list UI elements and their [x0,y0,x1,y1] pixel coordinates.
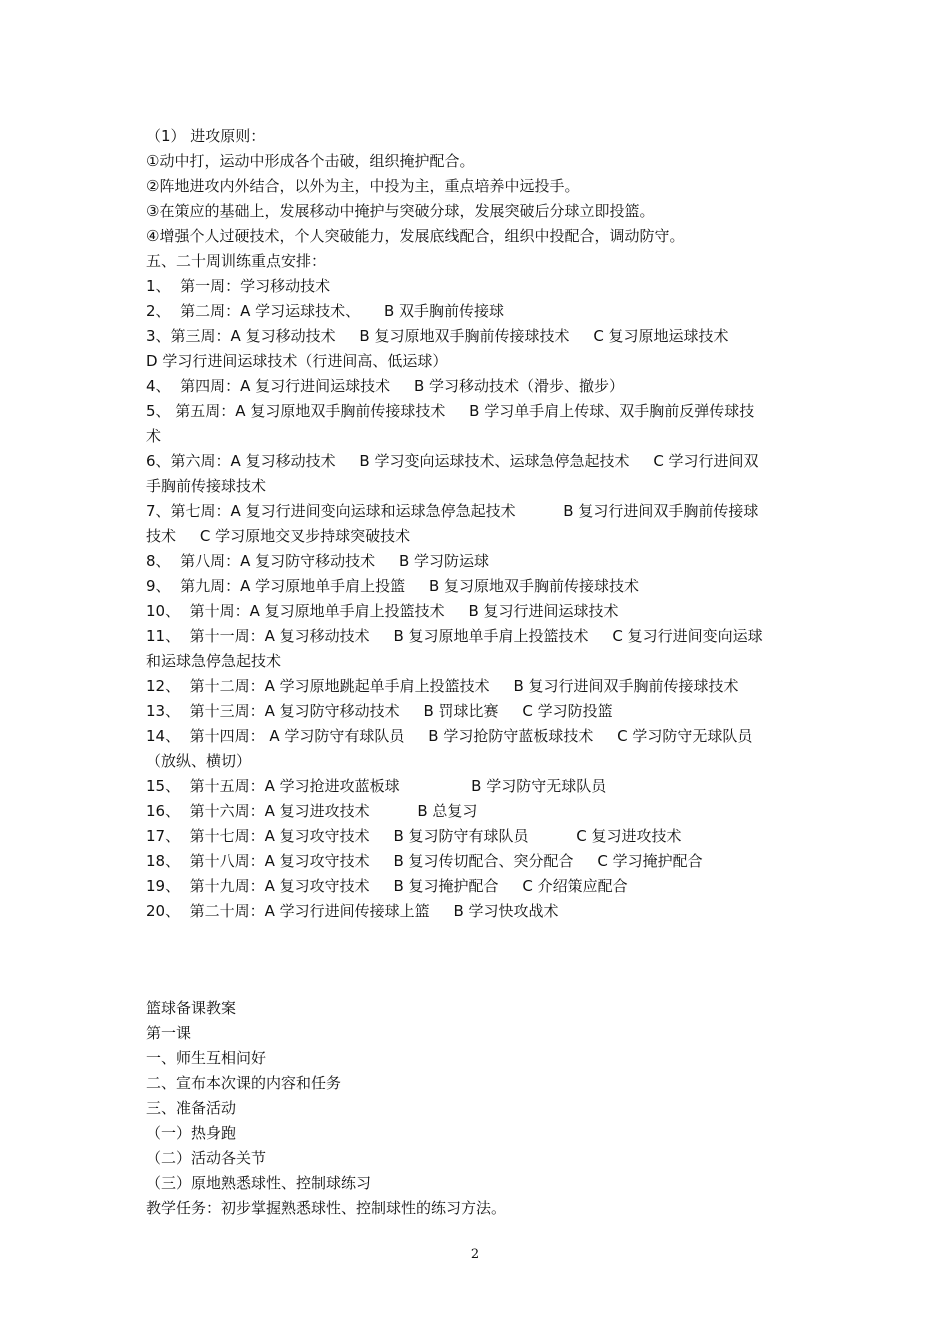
text-line: 篮球备课教案 [146,999,237,1017]
text-line: 术 [146,427,162,445]
text-line: D 学习行进间运球技术（行进间高、低运球） [146,352,448,370]
text-line: 11、 第十一周：A 复习移动技术 B 复习原地单手肩上投篮技术 C 复习行进间变向运球 [146,627,763,645]
text-line: 5、 第五周：A 复习原地双手胸前传接球技术 B 学习单手肩上传球、双手胸前反弹传球技 [146,402,755,420]
text-line: 技术 C 学习原地交叉步持球突破技术 [146,527,411,545]
text-line: 15、 第十五周：A 学习抢进攻蓝板球 B 学习防守无球队员 [146,777,607,795]
text-line: 手胸前传接球技术 [146,477,267,495]
text-line: ④增强个人过硬技术，个人突破能力，发展底线配合，组织中投配合，调动防守。 [146,227,685,245]
text-line: （二）活动各关节 [146,1149,267,1167]
text-line: 五、二十周训练重点安排： [146,252,327,270]
training-plan-section [146,124,816,924]
text-line: 7、第七周：A 复习行进间变向运球和运球急停急起技术 B 复习行进间双手胸前传接球 [146,502,759,520]
text-line: （1） 进攻原则： [146,127,266,145]
text-line: 1、 第一周：学习移动技术 [146,277,331,295]
text-line: ③在策应的基础上，发展移动中掩护与突破分球，发展突破后分球立即投篮。 [146,202,655,220]
text-line: 教学任务：初步掌握熟悉球性、控制球性的练习方法。 [146,1199,507,1217]
text-line: 三、准备活动 [146,1099,237,1117]
text-line: 19、 第十九周：A 复习攻守技术 B 复习掩护配合 C 介绍策应配合 [146,877,628,895]
text-line: （三）原地熟悉球性、控制球练习 [146,1174,372,1192]
text-line: 一、师生互相问好 [146,1049,267,1067]
text-line: 6、第六周：A 复习移动技术 B 学习变向运球技术、运球急停急起技术 C 学习行进间双 [146,452,759,470]
text-line: 14、 第十四周： A 学习防守有球队员 B 学习抢防守蓝板球技术 C 学习防守无球队员 [146,727,753,745]
text-line: 和运球急停急起技术 [146,652,282,670]
text-line: 9、 第九周：A 学习原地单手肩上投篮 B 复习原地双手胸前传接球技术 [146,577,640,595]
text-line: 10、 第十周：A 复习原地单手肩上投篮技术 B 复习行进间运球技术 [146,602,619,620]
text-line: 4、 第四周：A 复习行进间运球技术 B 学习移动技术（滑步、撤步） [146,377,625,395]
text-line: 8、 第八周：A 复习防守移动技术 B 学习防运球 [146,552,490,570]
text-line: 16、 第十六周：A 复习进攻技术 B 总复习 [146,802,478,820]
text-line: 12、 第十二周：A 学习原地跳起单手肩上投篮技术 B 复习行进间双手胸前传接球技术 [146,677,739,695]
text-line: ②阵地进攻内外结合，以外为主，中投为主，重点培养中远投手。 [146,177,580,195]
text-line: 17、 第十七周：A 复习攻守技术 B 复习防守有球队员 C 复习进攻技术 [146,827,682,845]
text-line: 18、 第十八周：A 复习攻守技术 B 复习传切配合、突分配合 C 学习掩护配合 [146,852,703,870]
text-line: （一）热身跑 [146,1124,237,1142]
text-line: 20、 第二十周：A 学习行进间传接球上篮 B 学习快攻战术 [146,902,559,920]
text-line: （放纵、横切） [146,752,252,770]
lesson-plan-section [146,996,816,1221]
text-line: 2、 第二周：A 学习运球技术、 B 双手胸前传接球 [146,302,505,320]
text-line: 13、 第十三周：A 复习防守移动技术 B 罚球比赛 C 学习防投篮 [146,702,613,720]
page-number: 2 [470,1247,480,1262]
text-line: 第一课 [146,1024,192,1042]
text-line: 3、第三周：A 复习移动技术 B 复习原地双手胸前传接球技术 C 复习原地运球技术 [146,327,729,345]
text-line: ①动中打，运动中形成各个击破，组织掩护配合。 [146,152,475,170]
text-line: 二、宣布本次课的内容和任务 [146,1074,342,1092]
